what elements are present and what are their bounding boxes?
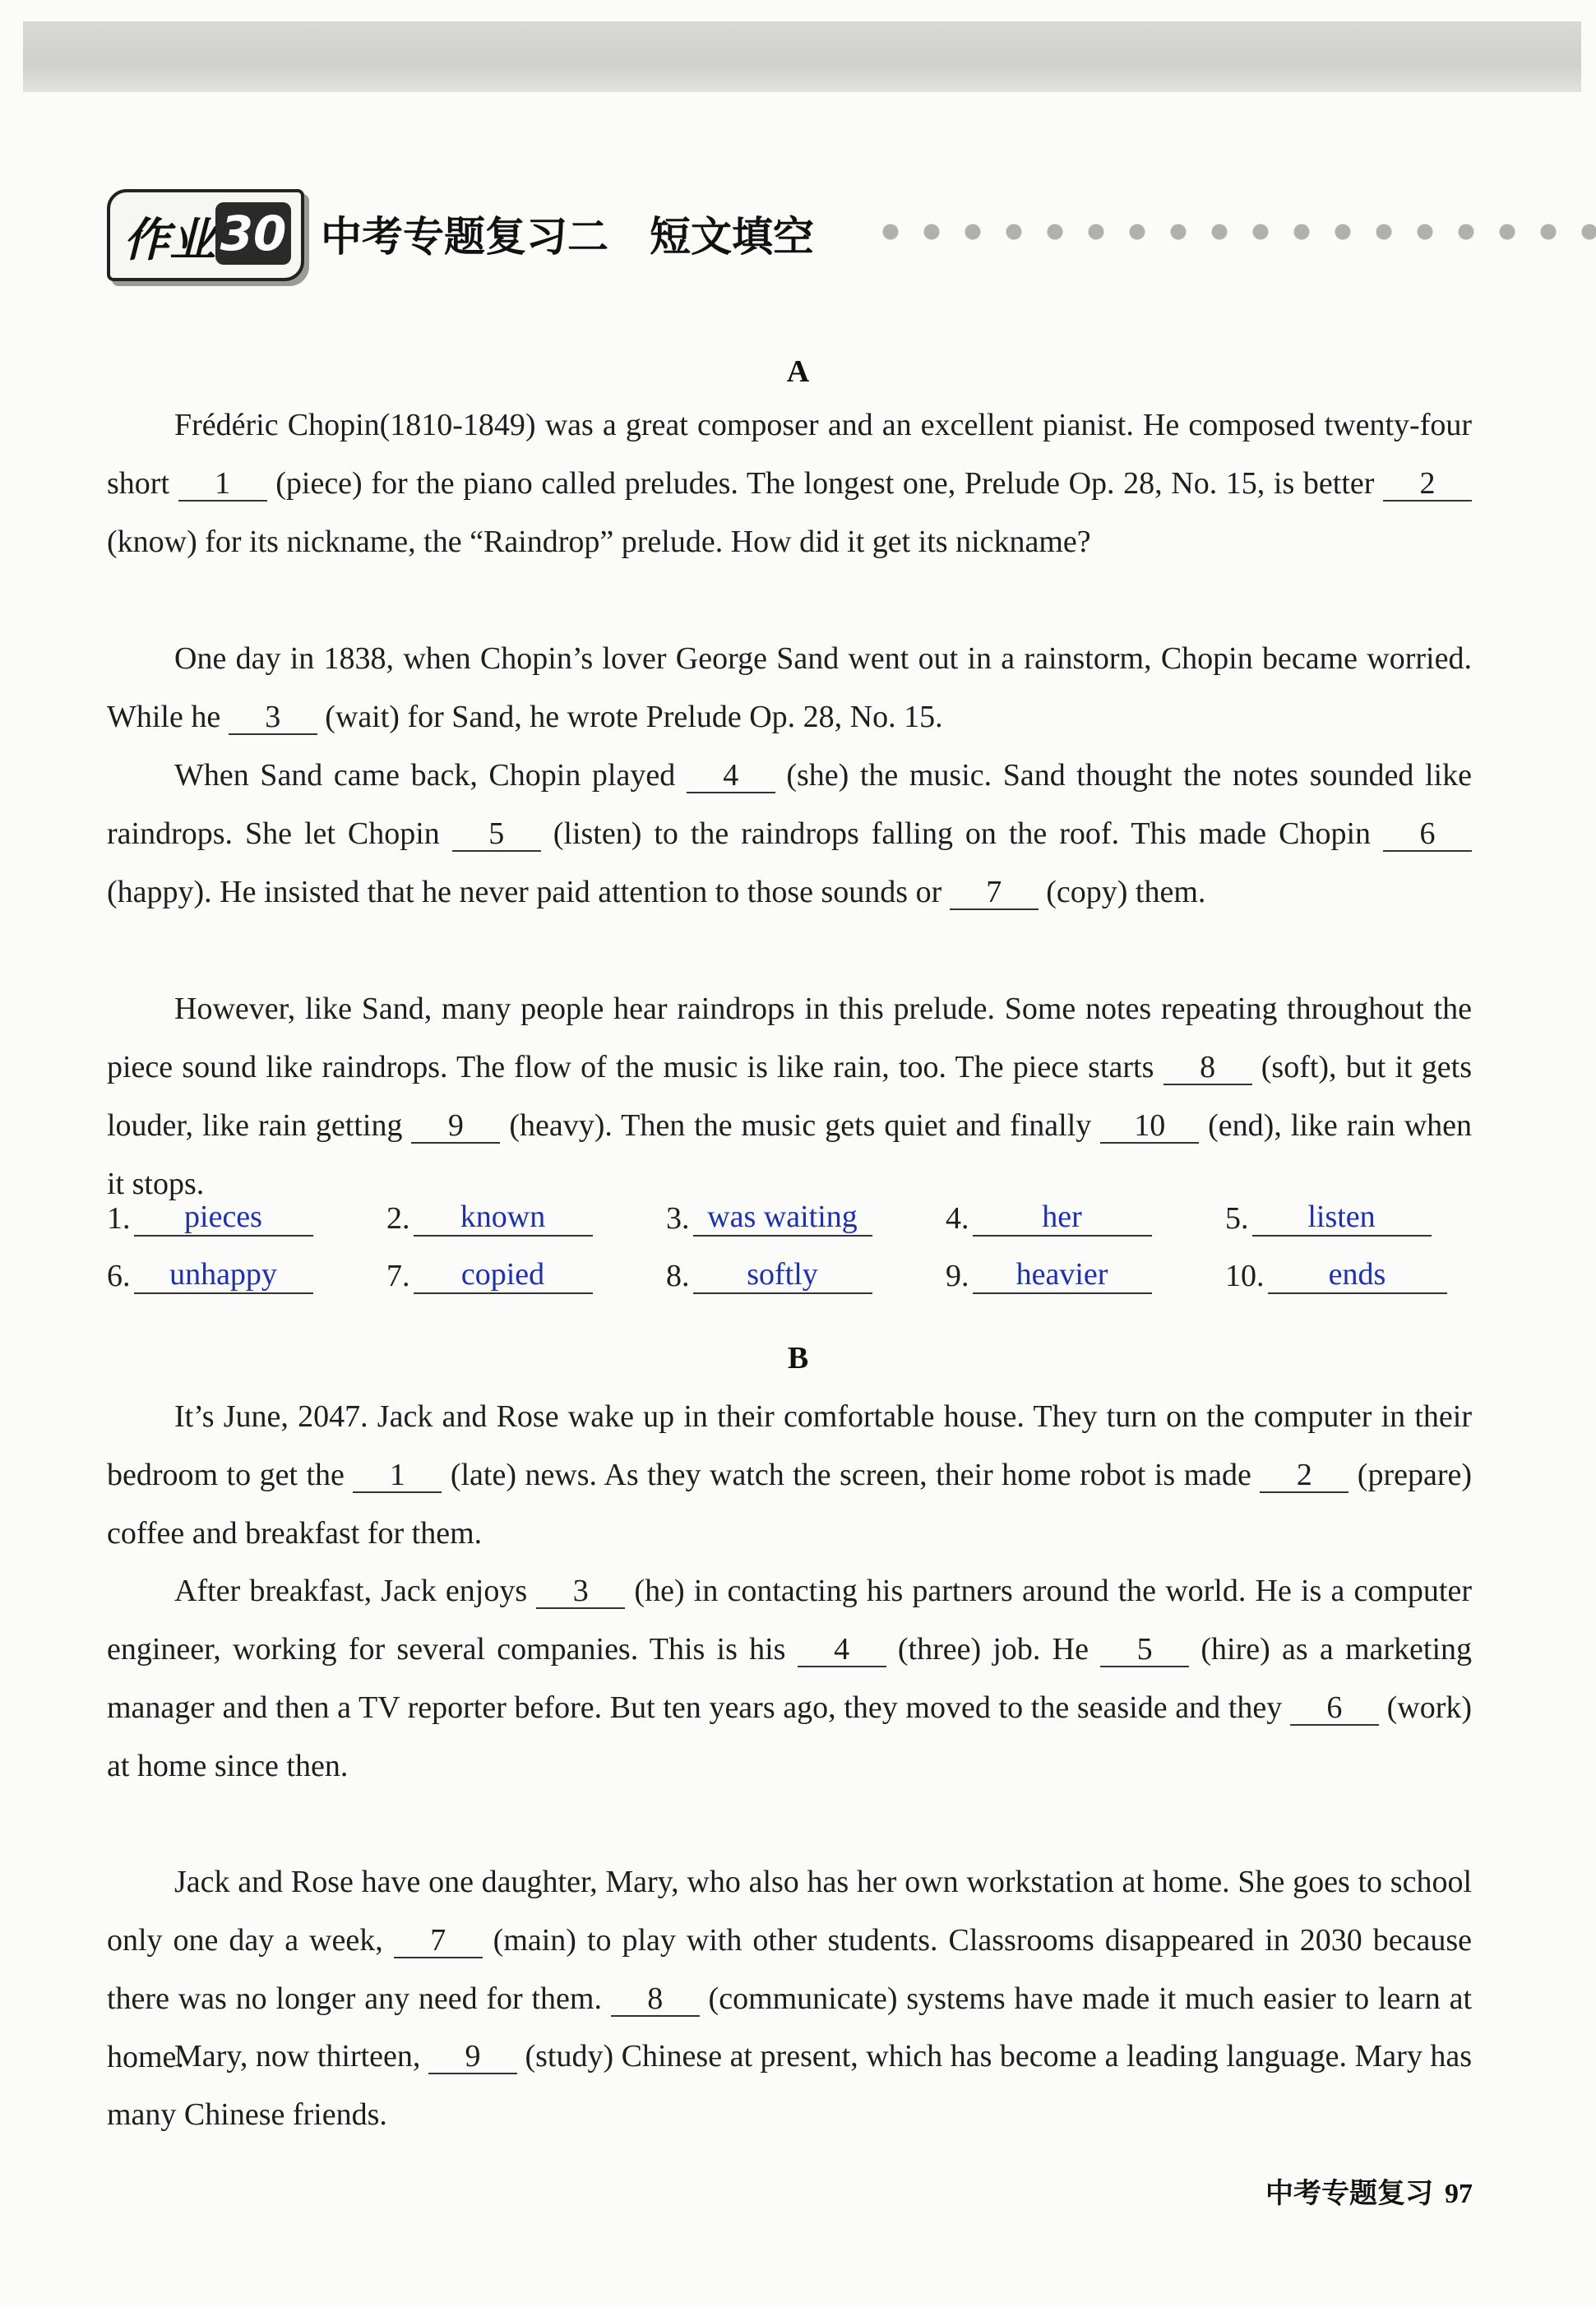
answer-number: 10. bbox=[1225, 1259, 1265, 1293]
answer-row bbox=[107, 1199, 1521, 1256]
passage-text: (study) Chinese at present, which has become a leading language. Mary has many Chinese friends. bbox=[107, 2039, 1473, 2132]
passage-text: (hire) as a marketing manager and then a TV reporter before. But ten years ago, they moved to the seaside and they bbox=[107, 1632, 1473, 1725]
blank-5: 5 bbox=[452, 817, 541, 852]
passage-text: (heavy). Then the music gets quiet and finally bbox=[500, 1108, 1101, 1143]
passage-text: (communicate) systems have made it much easier to learn at home. bbox=[107, 1981, 1473, 2074]
section-b-title: B bbox=[787, 1341, 809, 1375]
answer-item bbox=[386, 1256, 593, 1294]
blank-4: 4 bbox=[798, 1633, 886, 1667]
scan-top-band bbox=[23, 21, 1581, 92]
blank-6: 6 bbox=[1290, 1691, 1379, 1726]
blank-1: 1 bbox=[178, 467, 267, 502]
handwritten-answer: copied bbox=[414, 1256, 593, 1294]
answer-number: 9. bbox=[946, 1259, 969, 1293]
passage-text: (work) at home since then. bbox=[107, 1690, 1473, 1783]
handwritten-answer: pieces bbox=[134, 1199, 313, 1237]
blank-7: 7 bbox=[394, 1924, 483, 1958]
passage-text: Mary, now thirteen, bbox=[174, 2039, 428, 2074]
passage-text: (end), like rain when it stops. bbox=[107, 1108, 1473, 1201]
passage-text: (copy) them. bbox=[1038, 875, 1206, 909]
answer-item bbox=[946, 1256, 1152, 1294]
passage-text: (happy). He insisted that he never paid attention to those sounds or bbox=[107, 875, 950, 909]
passage-text: Jack and Rose have one daughter, Mary, who also has her own workstation at home. She goes to school only one day a week, bbox=[107, 1865, 1472, 1958]
badge-label: 作业 bbox=[123, 214, 215, 267]
passage-text: However, like Sand, many people hear raindrops in this prelude. Some notes repeating throughout the piece sound like raindrops. The flow of the music is like rain, too. The piece starts bbox=[107, 992, 1472, 1084]
passage-text: (wait) for Sand, he wrote Prelude Op. 28, No. 15. bbox=[317, 700, 943, 734]
answer-item bbox=[1225, 1199, 1432, 1237]
page-number: 97 bbox=[1445, 2179, 1473, 2209]
page-title bbox=[321, 204, 814, 263]
handwritten-answer: was waiting bbox=[693, 1199, 872, 1237]
badge-number: 30 bbox=[215, 202, 291, 265]
passage-paragraph bbox=[107, 747, 1472, 922]
title-main: 中考专题复习二 bbox=[321, 213, 608, 261]
title-sub: 短文填空 bbox=[650, 213, 814, 261]
blank-6: 6 bbox=[1383, 817, 1472, 852]
handwritten-answer: listen bbox=[1252, 1199, 1432, 1237]
blank-2: 2 bbox=[1260, 1459, 1349, 1493]
passage-paragraph bbox=[107, 980, 1472, 1214]
answer-item bbox=[107, 1256, 313, 1294]
handwritten-answer: softly bbox=[693, 1256, 872, 1294]
answer-number: 3. bbox=[666, 1201, 690, 1236]
blank-4: 4 bbox=[687, 759, 775, 793]
footer-section-label: 中考专题复习 bbox=[1265, 2177, 1433, 2210]
passage-paragraph bbox=[107, 630, 1472, 747]
passage-text: (listen) to the raindrops falling on the roof. This made Chopin bbox=[540, 816, 1383, 851]
passage-paragraph bbox=[107, 2027, 1472, 2144]
blank-8: 8 bbox=[611, 1982, 700, 2017]
worksheet-header bbox=[107, 189, 1587, 280]
blank-5: 5 bbox=[1100, 1633, 1189, 1667]
answer-row bbox=[107, 1256, 1521, 1314]
answer-number: 8. bbox=[666, 1259, 690, 1293]
passage-text: (three) job. He bbox=[886, 1632, 1101, 1667]
blank-3: 3 bbox=[536, 1574, 625, 1609]
passage-paragraph bbox=[107, 396, 1472, 571]
section-a-title: A bbox=[786, 354, 810, 389]
section-a-answers bbox=[107, 1199, 1521, 1314]
handwritten-answer: her bbox=[973, 1199, 1152, 1237]
passage-text: (soft), but it gets louder, like rain getting bbox=[107, 1050, 1473, 1143]
passage-text: After breakfast, Jack enjoys bbox=[174, 1574, 537, 1608]
passage-text: (main) to play with other students. Classrooms disappeared in 2030 because there was no longer any need for them. bbox=[107, 1923, 1472, 2016]
blank-3: 3 bbox=[229, 700, 317, 735]
blank-9: 9 bbox=[411, 1109, 500, 1144]
passage-text: (late) news. As they watch the screen, their home robot is made bbox=[442, 1458, 1261, 1492]
blank-1: 1 bbox=[353, 1459, 442, 1493]
passage-text: Frédéric Chopin(1810-1849) was a great composer and an excellent pianist. He composed twenty-four short bbox=[107, 408, 1472, 501]
passage-text: When Sand came back, Chopin played bbox=[174, 758, 687, 793]
passage-text: (piece) for the piano called preludes. The longest one, Prelude Op. 28, No. 15, is better bbox=[266, 466, 1384, 501]
answer-number: 4. bbox=[946, 1201, 969, 1236]
passage-text: (prepare) coffee and breakfast for them. bbox=[107, 1458, 1473, 1551]
blank-10: 10 bbox=[1100, 1109, 1199, 1144]
answer-number: 7. bbox=[386, 1259, 410, 1293]
passage-text: (she) the music. Sand thought the notes sounded like raindrops. She let Chopin bbox=[107, 758, 1472, 851]
answer-item bbox=[666, 1199, 872, 1237]
answer-number: 5. bbox=[1225, 1201, 1249, 1236]
handwritten-answer: heavier bbox=[973, 1256, 1152, 1294]
passage-text: (know) for its nickname, the “Raindrop” prelude. How did it get its nickname? bbox=[107, 525, 1091, 559]
handwritten-answer: ends bbox=[1268, 1256, 1447, 1294]
answer-item bbox=[1225, 1256, 1447, 1294]
passage-paragraph bbox=[107, 1388, 1472, 1563]
passage-text: One day in 1838, when Chopin’s lover George Sand went out in a rainstorm, Chopin became worried. While he bbox=[107, 641, 1472, 734]
answer-number: 1. bbox=[107, 1201, 131, 1236]
passage-text: It’s June, 2047. Jack and Rose wake up in their comfortable house. They turn on the computer in their bedroom to get the bbox=[107, 1399, 1472, 1492]
answer-number: 6. bbox=[107, 1259, 131, 1293]
blank-2: 2 bbox=[1383, 467, 1472, 502]
handwritten-answer: known bbox=[414, 1199, 593, 1237]
assignment-badge bbox=[107, 189, 304, 281]
handwritten-answer: unhappy bbox=[134, 1256, 313, 1294]
blank-7: 7 bbox=[950, 876, 1039, 910]
answer-item bbox=[946, 1199, 1152, 1237]
answer-item bbox=[666, 1256, 872, 1294]
passage-text: (he) in contacting his partners around the world. He is a computer engineer, working for several companies. This is his bbox=[107, 1574, 1472, 1667]
answer-item bbox=[107, 1199, 313, 1237]
answer-item bbox=[386, 1199, 593, 1237]
page-footer bbox=[1265, 2171, 1473, 2211]
passage-paragraph bbox=[107, 1562, 1472, 1796]
blank-8: 8 bbox=[1163, 1051, 1252, 1085]
blank-9: 9 bbox=[428, 2040, 517, 2074]
dotted-rule bbox=[870, 222, 1596, 242]
answer-number: 2. bbox=[386, 1201, 410, 1236]
